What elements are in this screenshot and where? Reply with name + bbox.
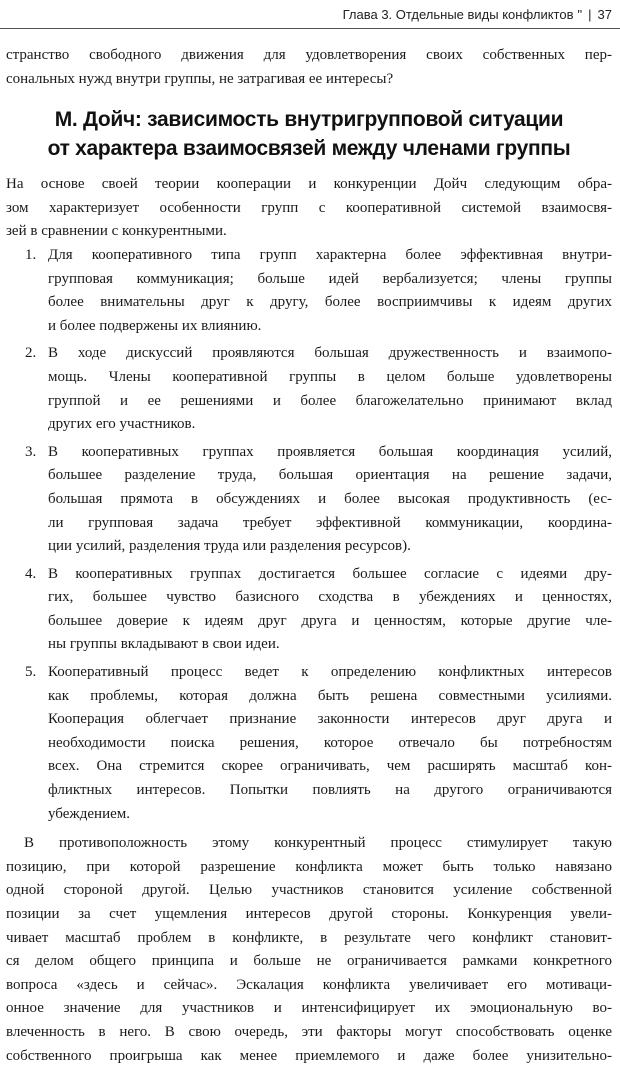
text-line: Для кооперативного типа групп характерна более эффективная внутри- <box>48 246 612 263</box>
text-line: убеждением. <box>48 805 131 822</box>
list-item <box>6 563 612 657</box>
text-line: ли групповая задача требует эффективной коммуникации, координа- <box>48 514 612 531</box>
text-line: зом характеризует особенности групп с кооперативной системой взаимосвя- <box>6 199 612 216</box>
text-line: мощь. Члены кооперативной группы в целом больше удовлетворены <box>48 368 612 385</box>
text-line: одной стороной другой. Целью участников становится усиление собственной <box>6 882 612 899</box>
section-title-line: от характера взаимосвязей между членами группы <box>47 137 571 161</box>
intro-paragraph <box>6 44 612 91</box>
header-mark: " <box>577 6 583 22</box>
text-line: групповая коммуникация; больше идей вербализуется; члены группы <box>48 270 612 287</box>
list-item <box>6 661 612 826</box>
header-separator: | <box>588 6 592 22</box>
text-line: позиции за счет ущемления интересов другой стороны. Конкуренция увели- <box>6 906 612 922</box>
running-header <box>343 3 612 25</box>
text-line: влеченность в него. В свою очередь, эти факторы могут способствовать оценке <box>6 1023 612 1040</box>
text-line: На основе своей теории кооперации и конкуренции Дойч следующим обра- <box>6 176 612 193</box>
list-item-number: 2. <box>25 345 37 362</box>
page-body <box>6 44 612 1068</box>
text-line: собственного проигрыша как менее приемлемого и даже более унизительно- <box>6 1047 612 1064</box>
text-line: гих, большее чувство базисного сходства в убеждениях и ценностях, <box>48 589 612 606</box>
text-line: большая прямота в обсуждениях и более высокая продуктивность (ес- <box>48 490 612 507</box>
text-line: В противоположность этому конкурентный процесс стимулирует такую <box>24 835 612 852</box>
text-line: Кооперативный процесс ведет к определению конфликтных интересов <box>48 664 612 681</box>
text-line: В кооперативных группах достигается большее согласие с идеями дру- <box>48 565 612 582</box>
text-line: фликтных интересов. Попытки повлиять на другого ограничиваются <box>48 782 612 799</box>
list-item <box>6 244 612 338</box>
text-line: онное значение для участников и интенсифицирует их эмоциональную во- <box>6 1000 612 1017</box>
text-line: сональных нужд внутри группы, не затрагивая ее интересы? <box>6 70 394 87</box>
text-line: ции усилий, разделения труда или разделения ресурсов). <box>48 538 411 555</box>
list-item-number: 1. <box>25 246 37 263</box>
list-item <box>6 342 612 436</box>
list-item-number: 3. <box>25 443 37 460</box>
section-title-line: М. Дойч: зависимость внутригрупповой ситуации <box>54 108 564 132</box>
header-rule <box>0 28 620 29</box>
text-line: Кооперация облегчает признание законности интересов друг друга и <box>48 711 612 728</box>
chapter-title: Глава 3. Отдельные виды конфликтов <box>342 6 574 22</box>
list-item-number: 4. <box>25 565 37 582</box>
list-item <box>6 441 612 559</box>
text-line: и более подвержены их влиянию. <box>48 317 262 334</box>
text-line: ся делом общего принципа и больше не ограничивается рамками конкретного <box>6 953 612 970</box>
page-number: 37 <box>597 6 612 22</box>
text-line: странство свободного движения для удовлетворения своих собственных пер- <box>6 47 612 63</box>
closing-paragraph <box>6 832 612 1068</box>
text-line: вопроса «здесь и сейчас». Эскалация конфликта увеличивает его мотиваци- <box>6 976 612 993</box>
text-line: позицию, при которой разрешение конфликта может быть только навязано <box>6 858 612 875</box>
text-line: ны группы вкладывают в свои идеи. <box>48 636 280 653</box>
text-line: большее разделение труда, большая ориентация на решение задачи, <box>48 467 612 484</box>
text-line: группой и ее решениями и более благожелательно принимают вклад <box>48 392 612 409</box>
text-line: В ходе дискуссий проявляются большая дружественность и взаимопо- <box>48 345 612 362</box>
text-line: других его участников. <box>48 416 196 433</box>
cooperation-features-list <box>6 244 612 826</box>
list-item-number: 5. <box>25 664 37 681</box>
text-line: более внимательны друг к другу, более восприимчивы к идеям других <box>48 294 612 311</box>
text-line: необходимости поиска решения, которое отвечало бы потребностям <box>48 734 612 751</box>
text-line: чивает масштаб проблем в конфликте, в результате чего конфликт становит- <box>6 929 612 946</box>
lead-paragraph <box>6 173 612 244</box>
text-line: зей в сравнении с конкурентными. <box>6 223 227 240</box>
text-line: всех. Она стремится скорее ограничивать, чем расширять масштаб кон- <box>48 758 612 775</box>
text-line: как проблемы, которая должна быть решена совместными усилиями. <box>48 687 612 704</box>
text-line: В кооперативных группах проявляется большая координация усилий, <box>48 443 612 460</box>
text-line: большее доверие к идеям друг друга и ценностям, которые другие чле- <box>48 612 612 629</box>
section-title <box>6 105 612 163</box>
